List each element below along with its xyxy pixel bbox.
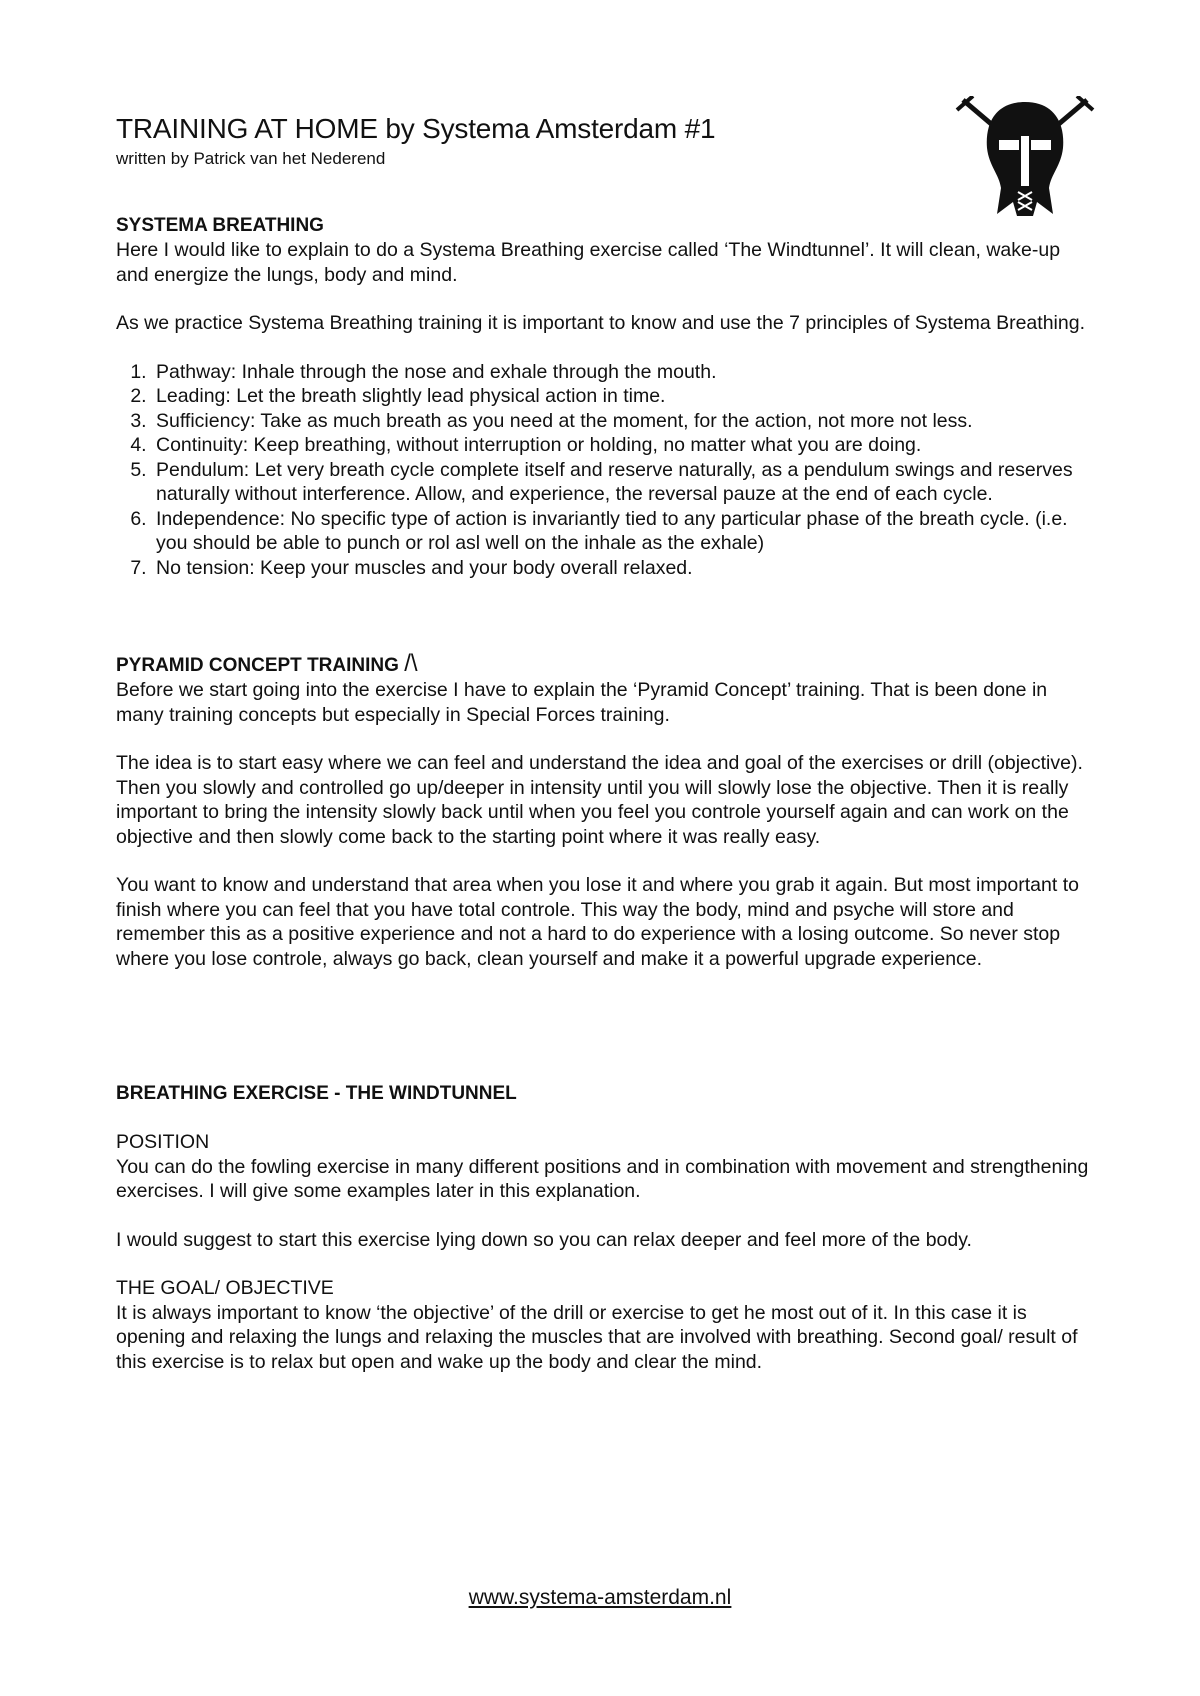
position-subheading: POSITION (116, 1131, 210, 1153)
principles-intro-paragraph: As we practice Systema Breathing training it is important to know and use the 7 principles of Systema Breathing. (116, 312, 1085, 334)
list-item: 5. Pendulum: Let very breath cycle complete itself and reserve naturally, as a pendulum swings and reserves naturally without interference. Allow, and experience, the reversal pauze at the end of each cycle. (152, 458, 1096, 507)
list-item: 3. Sufficiency: Take as much breath as you need at the moment, for the action, not more not less. (152, 409, 1096, 434)
list-item: 6. Independence: No specific type of action is invariantly tied to any particular phase of the breath cycle. (i.e. you should be able to punch or rol asl well on the inhale as the exhale) (152, 507, 1096, 556)
position-paragraph-1: You can do the fowling exercise in many different positions and in combination with movement and strengthening exercises. I will give some examples later in this explanation. (116, 1155, 1089, 1202)
website-link[interactable]: www.systema-amsterdam.nl (468, 1586, 732, 1609)
pyramid-heading-text: PYRAMID CONCEPT TRAINING (116, 655, 399, 676)
pyramid-paragraph-1: Before we start going into the exercise I have to explain the ‘Pyramid Concept’ training. That is been done in many training concepts but especially in Special Forces training. (116, 679, 1048, 726)
goal-subheading: THE GOAL/ OBJECTIVE (116, 1277, 334, 1299)
list-item: 1. Pathway: Inhale through the nose and exhale through the mouth. (152, 360, 1096, 385)
pyramid-paragraph-2: The idea is to start easy where we can feel and understand the idea and goal of the exercises or drill (objective). Then you slowly and controlled go up/deeper in intensity until you will slowly lose the objective. Then it is really important to bring the intensity slowly back until when you feel you controle yourself again and can work on the objective and then slowly come back to the starting point where it was really easy. (116, 752, 1083, 848)
pyramid-paragraph-3: You want to know and understand that area when you lose it and where you grab it again. But most important to finish where you can feel that you have total controle. This way the body, mind and psyche will store and remember this as a positive experience and not a hard to do experience with a losing outcome. So never stop where you lose controle, always go back, clean yourself and make it a powerful upgrade experience. (116, 874, 1079, 970)
section-heading-windtunnel: BREATHING EXERCISE - THE WINDTUNNEL (116, 1083, 517, 1104)
list-item: 7. No tension: Keep your muscles and your body overall relaxed. (152, 556, 1096, 581)
principles-list (116, 360, 1096, 581)
document-title: TRAINING AT HOME by Systema Amsterdam #1 (116, 113, 716, 144)
goal-paragraph: It is always important to know ‘the objective’ of the drill or exercise to get he most out of it. In this case it is opening and relaxing the lungs and relaxing the muscles that are involved with breathing. Second goal/ result of this exercise is to relax but open and wake up the body and clear the mind. (116, 1301, 1078, 1373)
position-paragraph-2: I would suggest to start this exercise lying down so you can relax deeper and feel more of the body. (116, 1228, 972, 1251)
list-item: 2. Leading: Let the breath slightly lead physical action in time. (152, 384, 1096, 409)
list-item: 4. Continuity: Keep breathing, without interruption or holding, no matter what you are doing. (152, 433, 1096, 458)
footer (0, 1586, 1200, 1610)
pyramid-symbol: /\ (404, 650, 418, 677)
author-byline: written by Patrick van het Nederend (116, 149, 386, 168)
breathing-intro-paragraph: Here I would like to explain to do a Systema Breathing exercise called ‘The Windtunnel’. It will clean, wake-up and energize the lungs, body and mind. (116, 239, 1061, 286)
document-page (116, 112, 1096, 1374)
section-heading-pyramid (116, 651, 1096, 678)
section-heading-systema-breathing: SYSTEMA BREATHING (116, 215, 324, 236)
